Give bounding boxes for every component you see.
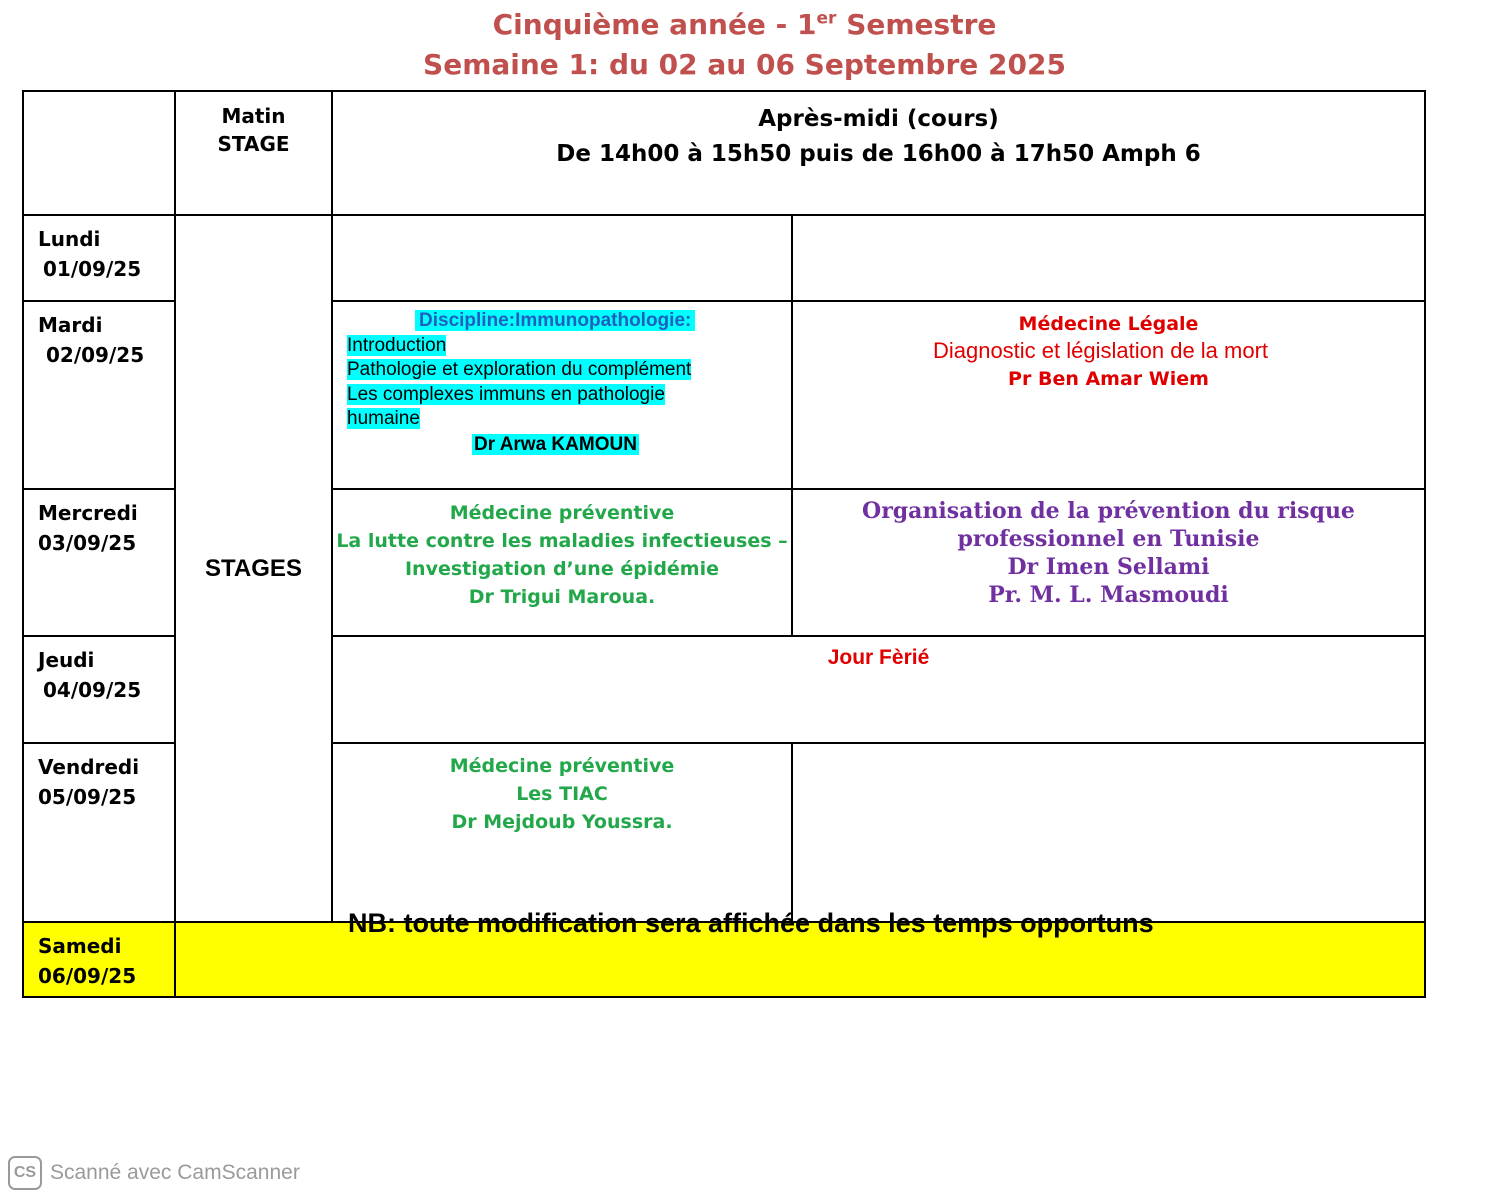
- course-subject: Médecine préventive: [449, 502, 675, 524]
- camscanner-logo-icon: CS: [8, 1156, 42, 1190]
- header-matin-label: Matin: [221, 104, 286, 128]
- day-date: 03/09/25: [38, 531, 137, 555]
- course-topic: Introduction: [347, 334, 447, 356]
- day-vendredi: [22, 742, 176, 923]
- header-aprem-hours: De 14h00 à 15h50 puis de 16h00 à 17h50 Amph 6: [556, 141, 1201, 167]
- header-matin-sub: STAGE: [217, 132, 290, 156]
- day-samedi: [22, 921, 176, 998]
- course-topic: Investigation d’une épidémie: [404, 558, 720, 580]
- day-date: 05/09/25: [38, 785, 137, 809]
- vendredi-slot-1: [331, 742, 793, 923]
- course-teacher: Pr Ben Amar Wiem: [1008, 368, 1209, 390]
- stages-label: STAGES: [205, 554, 302, 582]
- holiday-label: Jour Fèrié: [827, 646, 930, 669]
- day-name: Mardi: [38, 313, 103, 337]
- header-matin: [174, 90, 333, 216]
- course-discipline: Discipline:Immunopathologie:: [415, 310, 695, 331]
- mardi-slot-1: [331, 300, 793, 490]
- course-subject: Médecine préventive: [449, 755, 675, 777]
- note-text: NB: toute modification sera affichée dans les temps opportuns: [348, 908, 1154, 938]
- course-teacher: Pr. M. L. Masmoudi: [988, 582, 1229, 608]
- camscanner-footer: [8, 1156, 300, 1190]
- page-title: [0, 8, 1489, 41]
- course-topic: Les complexes immuns en pathologie: [347, 383, 665, 405]
- jeudi-slot: [331, 635, 1426, 744]
- course-teacher: Dr Imen Sellami: [1007, 554, 1210, 580]
- course-subject-cont: professionnel en Tunisie: [957, 526, 1260, 552]
- mercredi-slot-2: [791, 488, 1426, 637]
- vendredi-slot-2: [791, 742, 1426, 923]
- course-teacher: Dr Mejdoub Youssra.: [451, 811, 673, 833]
- day-date: 02/09/25: [46, 343, 145, 367]
- course-topic: La lutte contre les maladies infectieuses –: [336, 530, 788, 552]
- corner-cell: [22, 90, 176, 216]
- camscanner-text: Scanné avec CamScanner: [50, 1161, 300, 1184]
- mardi-slot-2: [791, 300, 1426, 490]
- day-name: Vendredi: [38, 755, 140, 779]
- day-mercredi: [22, 488, 176, 637]
- header-aprem-label: Après-midi (cours): [758, 106, 999, 132]
- day-name: Jeudi: [38, 648, 95, 672]
- header-apres-midi: [331, 90, 1426, 216]
- course-subject: Médecine Légale: [1018, 313, 1199, 335]
- lundi-slot-1: [331, 214, 793, 302]
- title-text-end: Semestre: [836, 8, 997, 41]
- day-date: 06/09/25: [38, 964, 137, 988]
- course-teacher: Dr Trigui Maroua.: [468, 586, 656, 608]
- day-date: 04/09/25: [43, 678, 142, 702]
- course-topic: Pathologie et exploration du complément: [347, 359, 692, 380]
- day-name: Mercredi: [38, 501, 138, 525]
- course-subject: Organisation de la prévention du risque: [862, 498, 1355, 524]
- lundi-slot-2: [791, 214, 1426, 302]
- day-jeudi: [22, 635, 176, 744]
- day-name: Samedi: [38, 934, 122, 958]
- mercredi-slot-1: [331, 488, 793, 637]
- day-name: Lundi: [38, 227, 101, 251]
- course-topic: humaine: [347, 408, 420, 429]
- day-date: 01/09/25: [43, 257, 142, 281]
- day-lundi: [22, 214, 176, 302]
- page-subtitle: Semaine 1: du 02 au 06 Septembre 2025: [423, 48, 1066, 81]
- day-mardi: [22, 300, 176, 490]
- course-teacher: Dr Arwa KAMOUN: [474, 433, 637, 455]
- course-topic: Diagnostic et législation de la mort: [932, 338, 1269, 363]
- course-topic: Les TIAC: [516, 783, 608, 805]
- title-text: Cinquième année - 1: [492, 8, 817, 41]
- title-superscript: er: [816, 8, 837, 29]
- stages-cell: [174, 214, 333, 923]
